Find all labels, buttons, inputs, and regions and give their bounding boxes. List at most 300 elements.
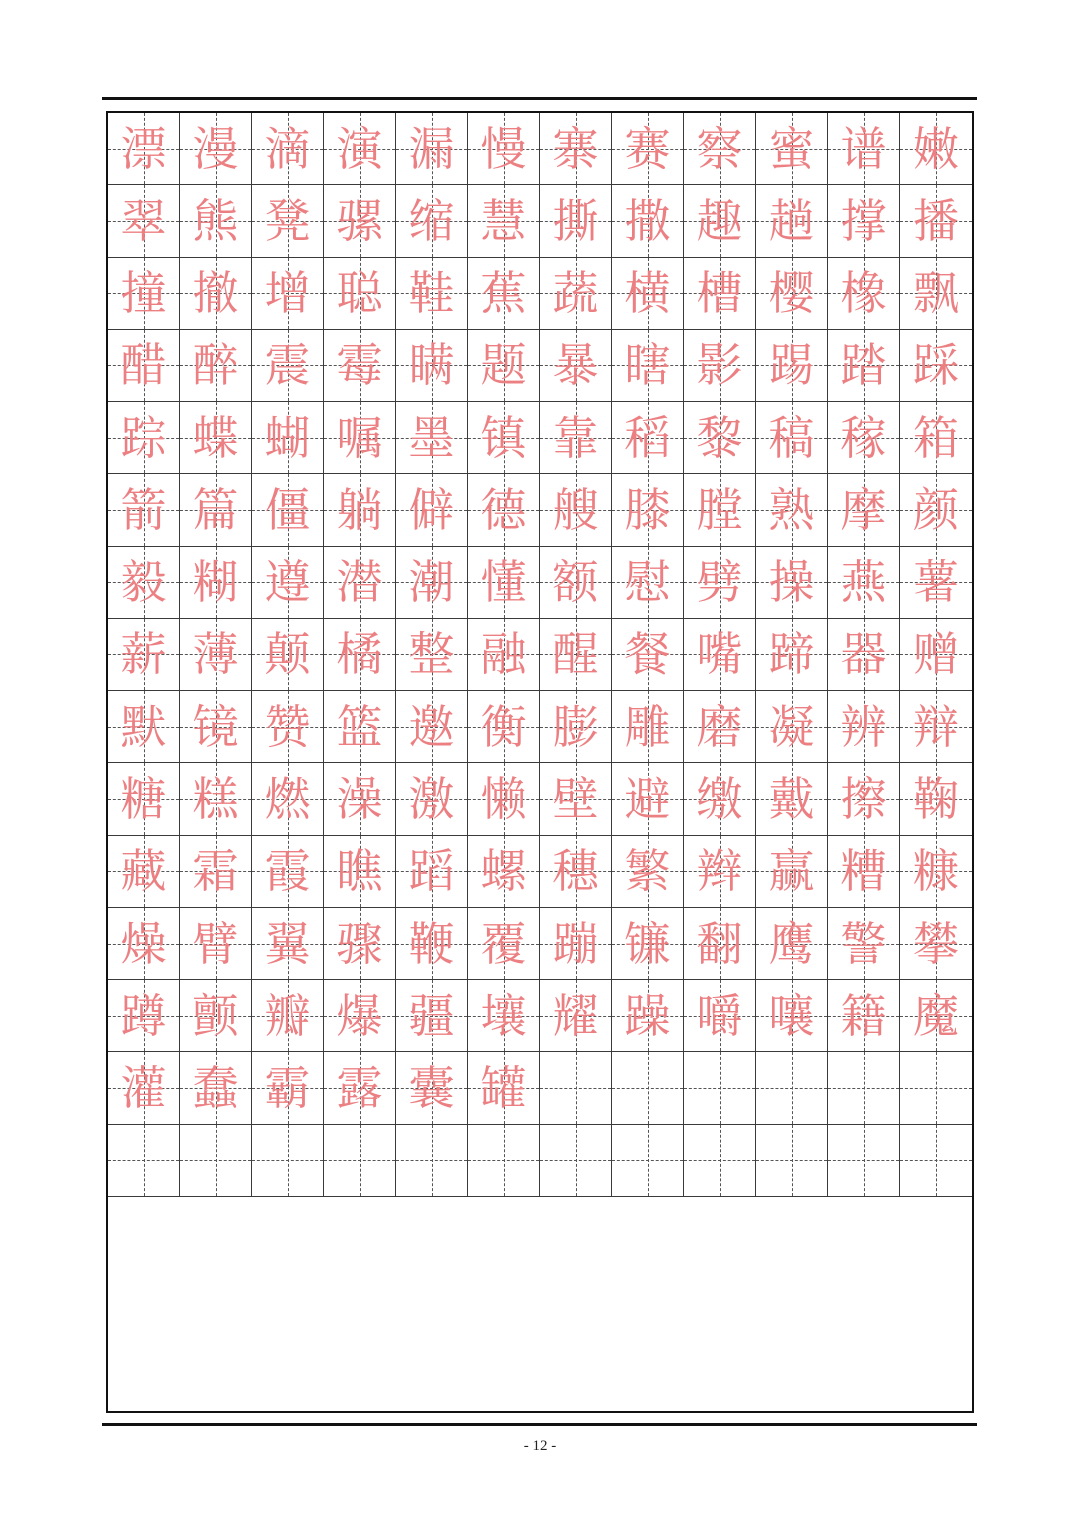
grid-cell bbox=[108, 113, 180, 185]
grid-cell bbox=[540, 258, 612, 330]
practice-character: 骤 bbox=[336, 916, 383, 971]
practice-character: 鹰 bbox=[768, 916, 815, 971]
grid-cell bbox=[468, 474, 540, 546]
grid-cell bbox=[612, 619, 684, 691]
grid-cell bbox=[540, 547, 612, 619]
grid-cell bbox=[468, 691, 540, 763]
practice-character: 撑 bbox=[840, 193, 887, 248]
practice-character: 辩 bbox=[913, 699, 959, 754]
grid-cell bbox=[756, 547, 828, 619]
practice-character: 篇 bbox=[192, 482, 239, 537]
practice-character: 避 bbox=[624, 772, 671, 827]
grid-cell bbox=[756, 908, 828, 980]
grid-cell bbox=[252, 402, 324, 474]
practice-character: 蝶 bbox=[192, 410, 239, 465]
page-number: - 12 - bbox=[523, 1438, 557, 1454]
practice-character: 戴 bbox=[768, 772, 815, 827]
grid-cell bbox=[252, 619, 324, 691]
practice-character: 赛 bbox=[624, 121, 671, 176]
grid-cell bbox=[108, 330, 180, 402]
practice-character: 熟 bbox=[768, 482, 815, 537]
grid-cell bbox=[756, 113, 828, 185]
practice-character: 蹈 bbox=[408, 844, 455, 899]
practice-character: 嫩 bbox=[913, 121, 959, 176]
practice-character: 醋 bbox=[120, 338, 167, 393]
practice-character: 糕 bbox=[192, 772, 239, 827]
practice-character: 蔬 bbox=[552, 266, 599, 321]
practice-character: 趟 bbox=[768, 193, 815, 248]
practice-character: 镜 bbox=[192, 699, 239, 754]
grid-cell bbox=[612, 1052, 684, 1124]
grid-cell bbox=[612, 258, 684, 330]
top-rule bbox=[102, 97, 977, 100]
practice-character: 踩 bbox=[913, 338, 959, 393]
grid-cell bbox=[684, 185, 756, 257]
practice-character: 橡 bbox=[840, 266, 887, 321]
practice-character: 膛 bbox=[696, 482, 743, 537]
grid-cell bbox=[252, 836, 324, 908]
grid-cell bbox=[684, 474, 756, 546]
grid-cell bbox=[396, 185, 468, 257]
practice-character: 瞎 bbox=[624, 338, 671, 393]
grid-cell bbox=[612, 185, 684, 257]
practice-character: 赢 bbox=[768, 844, 815, 899]
grid-cell bbox=[468, 908, 540, 980]
practice-character: 燃 bbox=[264, 772, 311, 827]
grid-cell bbox=[108, 402, 180, 474]
practice-character: 缴 bbox=[696, 772, 743, 827]
grid-cell bbox=[324, 1125, 396, 1197]
practice-character: 藏 bbox=[120, 844, 167, 899]
practice-character: 瞒 bbox=[408, 338, 455, 393]
grid-cell bbox=[900, 908, 972, 980]
practice-character: 增 bbox=[264, 266, 311, 321]
grid-cell bbox=[540, 474, 612, 546]
practice-character: 震 bbox=[264, 338, 311, 393]
grid-cell bbox=[756, 185, 828, 257]
practice-character: 瓣 bbox=[264, 988, 311, 1043]
grid-cell bbox=[396, 474, 468, 546]
grid-cell bbox=[108, 1052, 180, 1124]
practice-character: 燥 bbox=[120, 916, 167, 971]
practice-character: 蠢 bbox=[192, 1061, 239, 1116]
grid-cell bbox=[396, 1125, 468, 1197]
grid-cell bbox=[324, 185, 396, 257]
grid-cell bbox=[324, 836, 396, 908]
practice-character: 嚷 bbox=[768, 988, 815, 1043]
grid-cell bbox=[900, 1125, 972, 1197]
grid-cell bbox=[180, 258, 252, 330]
practice-character: 鞠 bbox=[913, 772, 959, 827]
practice-character: 撕 bbox=[552, 193, 599, 248]
practice-character: 谱 bbox=[840, 121, 887, 176]
bottom-rule bbox=[102, 1423, 977, 1426]
grid-cell bbox=[108, 547, 180, 619]
practice-character: 膨 bbox=[552, 699, 599, 754]
grid-cell bbox=[252, 908, 324, 980]
grid-cell bbox=[540, 763, 612, 835]
practice-character: 鞋 bbox=[408, 266, 455, 321]
practice-character: 霉 bbox=[336, 338, 383, 393]
grid-cell bbox=[900, 691, 972, 763]
practice-character: 漫 bbox=[192, 121, 239, 176]
practice-character: 黎 bbox=[696, 410, 743, 465]
practice-character: 整 bbox=[408, 627, 455, 682]
grid-cell bbox=[252, 1052, 324, 1124]
grid-cell bbox=[252, 547, 324, 619]
practice-character: 熊 bbox=[192, 193, 239, 248]
grid-cell bbox=[468, 185, 540, 257]
practice-character: 磨 bbox=[696, 699, 743, 754]
practice-character: 嘱 bbox=[336, 410, 383, 465]
practice-character: 繁 bbox=[624, 844, 671, 899]
practice-character: 灌 bbox=[120, 1061, 167, 1116]
practice-character: 踪 bbox=[120, 410, 167, 465]
practice-character: 糠 bbox=[913, 844, 959, 899]
practice-character: 演 bbox=[336, 121, 383, 176]
grid-cell bbox=[396, 763, 468, 835]
grid-cell bbox=[252, 763, 324, 835]
grid-cell bbox=[684, 619, 756, 691]
grid-cell bbox=[396, 1052, 468, 1124]
practice-character: 嘴 bbox=[696, 627, 743, 682]
practice-character: 艘 bbox=[552, 482, 599, 537]
practice-character: 漏 bbox=[408, 121, 455, 176]
grid-cell bbox=[612, 113, 684, 185]
practice-character: 籍 bbox=[840, 988, 887, 1043]
practice-character: 融 bbox=[480, 627, 527, 682]
grid-cell bbox=[396, 980, 468, 1052]
practice-character: 飘 bbox=[913, 266, 959, 321]
grid-cell bbox=[324, 113, 396, 185]
grid-cell bbox=[900, 763, 972, 835]
grid-cell bbox=[108, 258, 180, 330]
grid-cell bbox=[180, 836, 252, 908]
grid-cell bbox=[756, 619, 828, 691]
grid-cell bbox=[684, 258, 756, 330]
practice-character: 操 bbox=[768, 555, 815, 610]
practice-character: 摩 bbox=[840, 482, 887, 537]
practice-character: 懒 bbox=[480, 772, 527, 827]
grid-cell bbox=[756, 258, 828, 330]
grid-cell bbox=[396, 908, 468, 980]
practice-character: 暴 bbox=[552, 338, 599, 393]
grid-cell bbox=[612, 474, 684, 546]
grid-cell bbox=[900, 113, 972, 185]
grid-cell bbox=[828, 836, 900, 908]
grid-cell bbox=[324, 402, 396, 474]
practice-character: 餐 bbox=[624, 627, 671, 682]
practice-character: 额 bbox=[552, 555, 599, 610]
practice-character: 澡 bbox=[336, 772, 383, 827]
grid-cell bbox=[756, 1125, 828, 1197]
practice-character: 僵 bbox=[264, 482, 311, 537]
practice-character: 耀 bbox=[552, 988, 599, 1043]
practice-character: 槽 bbox=[696, 266, 743, 321]
practice-character: 蹦 bbox=[552, 916, 599, 971]
practice-sheet-frame bbox=[106, 111, 974, 1413]
grid-cell bbox=[612, 763, 684, 835]
tianzige-grid bbox=[108, 113, 972, 1197]
grid-cell bbox=[180, 1125, 252, 1197]
practice-character: 颠 bbox=[264, 627, 311, 682]
grid-cell bbox=[684, 547, 756, 619]
grid-cell bbox=[180, 691, 252, 763]
grid-cell bbox=[468, 1052, 540, 1124]
grid-cell bbox=[396, 836, 468, 908]
grid-cell bbox=[900, 402, 972, 474]
grid-cell bbox=[612, 980, 684, 1052]
grid-cell bbox=[396, 258, 468, 330]
grid-cell bbox=[828, 691, 900, 763]
grid-cell bbox=[252, 980, 324, 1052]
grid-cell bbox=[540, 330, 612, 402]
practice-character: 骡 bbox=[336, 193, 383, 248]
grid-cell bbox=[324, 1052, 396, 1124]
practice-character: 慢 bbox=[480, 121, 527, 176]
practice-character: 赠 bbox=[913, 627, 959, 682]
grid-cell bbox=[180, 980, 252, 1052]
practice-character: 稼 bbox=[840, 410, 887, 465]
practice-character: 靠 bbox=[552, 410, 599, 465]
grid-cell bbox=[108, 980, 180, 1052]
practice-character: 题 bbox=[480, 338, 527, 393]
grid-cell bbox=[252, 691, 324, 763]
practice-character: 蹄 bbox=[768, 627, 815, 682]
grid-cell bbox=[324, 980, 396, 1052]
practice-character: 薪 bbox=[120, 627, 167, 682]
grid-cell bbox=[900, 619, 972, 691]
grid-cell bbox=[396, 691, 468, 763]
grid-cell bbox=[684, 836, 756, 908]
grid-cell bbox=[684, 980, 756, 1052]
grid-cell bbox=[108, 1125, 180, 1197]
grid-cell bbox=[540, 1125, 612, 1197]
practice-character: 罐 bbox=[480, 1061, 527, 1116]
grid-cell bbox=[612, 330, 684, 402]
practice-character: 橘 bbox=[336, 627, 383, 682]
practice-character: 薯 bbox=[913, 555, 959, 610]
practice-character: 鞭 bbox=[408, 916, 455, 971]
grid-cell bbox=[612, 908, 684, 980]
practice-character: 器 bbox=[840, 627, 887, 682]
practice-character: 撒 bbox=[624, 193, 671, 248]
grid-cell bbox=[396, 113, 468, 185]
grid-cell bbox=[468, 258, 540, 330]
grid-cell bbox=[468, 330, 540, 402]
grid-cell bbox=[180, 908, 252, 980]
grid-cell bbox=[108, 691, 180, 763]
practice-character: 赞 bbox=[264, 699, 311, 754]
grid-cell bbox=[612, 1125, 684, 1197]
practice-character: 颜 bbox=[913, 482, 959, 537]
grid-cell bbox=[324, 474, 396, 546]
grid-cell bbox=[612, 547, 684, 619]
grid-cell bbox=[684, 763, 756, 835]
practice-character: 滴 bbox=[264, 121, 311, 176]
grid-cell bbox=[396, 547, 468, 619]
grid-cell bbox=[828, 330, 900, 402]
grid-cell bbox=[180, 113, 252, 185]
practice-character: 膝 bbox=[624, 482, 671, 537]
grid-cell bbox=[756, 330, 828, 402]
grid-cell bbox=[324, 691, 396, 763]
grid-cell bbox=[756, 402, 828, 474]
grid-cell bbox=[324, 258, 396, 330]
practice-character: 穗 bbox=[552, 844, 599, 899]
practice-character: 霸 bbox=[264, 1061, 311, 1116]
grid-cell bbox=[468, 402, 540, 474]
practice-character: 翠 bbox=[120, 193, 167, 248]
practice-character: 燕 bbox=[840, 555, 887, 610]
practice-character: 慧 bbox=[480, 193, 527, 248]
grid-cell bbox=[684, 330, 756, 402]
grid-cell bbox=[900, 185, 972, 257]
practice-character: 踏 bbox=[840, 338, 887, 393]
practice-character: 寨 bbox=[552, 121, 599, 176]
grid-cell bbox=[540, 113, 612, 185]
practice-character: 慰 bbox=[624, 555, 671, 610]
grid-cell bbox=[684, 113, 756, 185]
practice-character: 潮 bbox=[408, 555, 455, 610]
practice-character: 撞 bbox=[120, 266, 167, 321]
grid-cell bbox=[540, 402, 612, 474]
grid-cell bbox=[324, 908, 396, 980]
practice-character: 懂 bbox=[480, 555, 527, 610]
practice-character: 樱 bbox=[768, 266, 815, 321]
practice-character: 蝴 bbox=[264, 410, 311, 465]
grid-cell bbox=[324, 619, 396, 691]
practice-character: 播 bbox=[913, 193, 959, 248]
practice-character: 撤 bbox=[192, 266, 239, 321]
grid-cell bbox=[612, 402, 684, 474]
practice-character: 箱 bbox=[913, 410, 959, 465]
practice-character: 凝 bbox=[768, 699, 815, 754]
practice-character: 糊 bbox=[192, 555, 239, 610]
practice-character: 蹲 bbox=[120, 988, 167, 1043]
grid-cell bbox=[468, 113, 540, 185]
grid-cell bbox=[828, 402, 900, 474]
grid-cell bbox=[900, 258, 972, 330]
practice-character: 凳 bbox=[264, 193, 311, 248]
practice-character: 察 bbox=[696, 121, 743, 176]
grid-cell bbox=[756, 1052, 828, 1124]
practice-character: 翻 bbox=[696, 916, 743, 971]
practice-character: 臂 bbox=[192, 916, 239, 971]
practice-character: 墨 bbox=[408, 410, 455, 465]
grid-cell bbox=[468, 547, 540, 619]
practice-character: 攀 bbox=[913, 916, 959, 971]
grid-cell bbox=[612, 836, 684, 908]
practice-character: 踢 bbox=[768, 338, 815, 393]
grid-cell bbox=[756, 980, 828, 1052]
grid-cell bbox=[108, 619, 180, 691]
grid-cell bbox=[108, 908, 180, 980]
practice-character: 遵 bbox=[264, 555, 311, 610]
grid-cell bbox=[756, 474, 828, 546]
practice-character: 糖 bbox=[120, 772, 167, 827]
grid-cell bbox=[684, 1052, 756, 1124]
practice-character: 擦 bbox=[840, 772, 887, 827]
grid-cell bbox=[252, 1125, 324, 1197]
grid-cell bbox=[540, 691, 612, 763]
practice-character: 壁 bbox=[552, 772, 599, 827]
grid-cell bbox=[828, 185, 900, 257]
practice-character: 邀 bbox=[408, 699, 455, 754]
practice-character: 螺 bbox=[480, 844, 527, 899]
grid-cell bbox=[468, 763, 540, 835]
grid-cell bbox=[828, 258, 900, 330]
grid-cell bbox=[684, 1125, 756, 1197]
grid-cell bbox=[828, 1052, 900, 1124]
grid-cell bbox=[900, 330, 972, 402]
grid-cell bbox=[828, 547, 900, 619]
grid-cell bbox=[756, 836, 828, 908]
practice-character: 默 bbox=[120, 699, 167, 754]
grid-cell bbox=[612, 691, 684, 763]
grid-cell bbox=[252, 185, 324, 257]
practice-character: 稿 bbox=[768, 410, 815, 465]
grid-cell bbox=[108, 836, 180, 908]
grid-cell bbox=[180, 763, 252, 835]
practice-character: 漂 bbox=[120, 121, 167, 176]
practice-character: 横 bbox=[624, 266, 671, 321]
practice-character: 衡 bbox=[480, 699, 527, 754]
grid-cell bbox=[540, 836, 612, 908]
grid-cell bbox=[396, 619, 468, 691]
practice-character: 覆 bbox=[480, 916, 527, 971]
grid-cell bbox=[108, 185, 180, 257]
practice-character: 镰 bbox=[624, 916, 671, 971]
practice-character: 篮 bbox=[336, 699, 383, 754]
practice-character: 影 bbox=[696, 338, 743, 393]
practice-character: 辫 bbox=[696, 844, 743, 899]
grid-cell bbox=[900, 836, 972, 908]
grid-cell bbox=[396, 402, 468, 474]
practice-character: 颤 bbox=[192, 988, 239, 1043]
practice-character: 翼 bbox=[264, 916, 311, 971]
practice-character: 缩 bbox=[408, 193, 455, 248]
practice-character: 醉 bbox=[192, 338, 239, 393]
grid-cell bbox=[324, 763, 396, 835]
practice-character: 潜 bbox=[336, 555, 383, 610]
grid-cell bbox=[828, 113, 900, 185]
grid-cell bbox=[180, 474, 252, 546]
grid-cell bbox=[396, 330, 468, 402]
practice-character: 薄 bbox=[192, 627, 239, 682]
practice-character: 魔 bbox=[913, 988, 959, 1043]
practice-character: 躺 bbox=[336, 482, 383, 537]
grid-cell bbox=[252, 474, 324, 546]
grid-cell bbox=[108, 763, 180, 835]
grid-cell bbox=[900, 1052, 972, 1124]
grid-cell bbox=[252, 113, 324, 185]
grid-cell bbox=[180, 185, 252, 257]
grid-cell bbox=[540, 980, 612, 1052]
practice-character: 劈 bbox=[696, 555, 743, 610]
practice-character: 趣 bbox=[696, 193, 743, 248]
grid-cell bbox=[252, 258, 324, 330]
grid-cell bbox=[468, 836, 540, 908]
practice-character: 辨 bbox=[840, 699, 887, 754]
practice-character: 囊 bbox=[408, 1061, 455, 1116]
grid-cell bbox=[540, 908, 612, 980]
practice-character: 嚼 bbox=[696, 988, 743, 1043]
practice-character: 激 bbox=[408, 772, 455, 827]
practice-character: 稻 bbox=[624, 410, 671, 465]
grid-cell bbox=[180, 619, 252, 691]
practice-character: 蕉 bbox=[480, 266, 527, 321]
